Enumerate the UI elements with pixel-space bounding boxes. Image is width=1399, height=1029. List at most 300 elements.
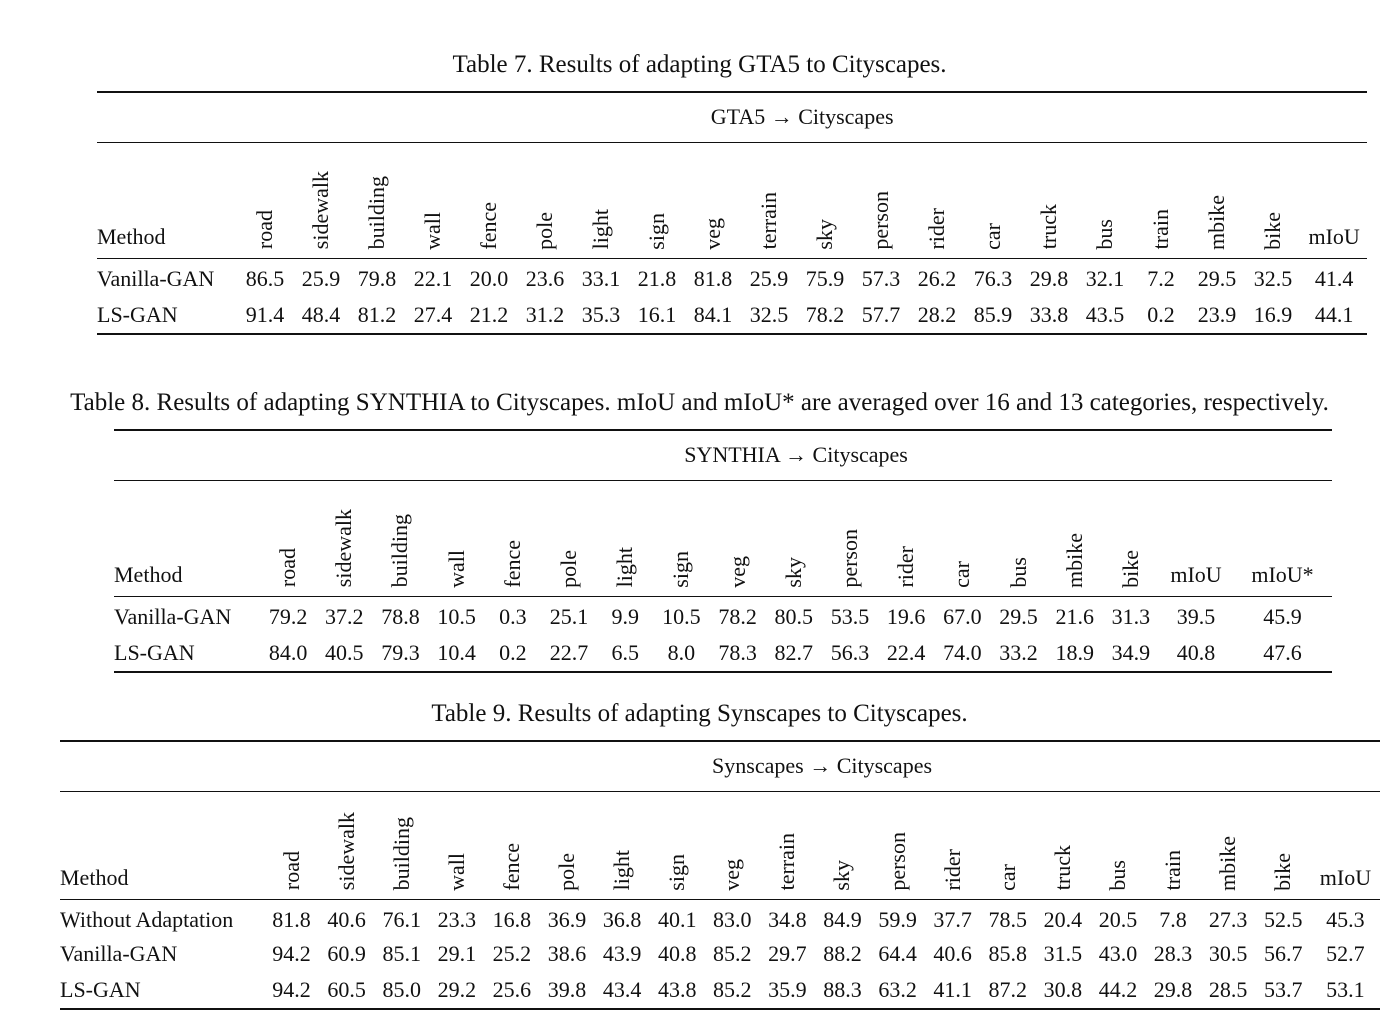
- table-cell: 32.1: [1085, 266, 1125, 292]
- column-header-wrap: [685, 218, 741, 250]
- column-header-label: bus: [1104, 859, 1130, 891]
- table-cell: 29.1: [437, 941, 477, 966]
- column-header-wrap: [1133, 209, 1189, 249]
- column-header-label: rider: [893, 545, 919, 588]
- column-header-rider: [878, 480, 934, 596]
- table-cell: 47.6: [1233, 634, 1332, 672]
- column-header-label: pole: [556, 549, 582, 588]
- table-cell: 80.5: [774, 604, 814, 630]
- table-cell: 64.4: [878, 941, 917, 966]
- table-cell: 87.2: [980, 971, 1035, 1009]
- column-header-car: [965, 142, 1021, 258]
- table-cell: 81.8: [693, 266, 733, 292]
- table-cell: 8.0: [653, 634, 709, 672]
- column-header-wrap: [237, 210, 293, 249]
- table-cell: 21.8: [637, 266, 677, 292]
- column-header-label: terrain: [774, 833, 800, 891]
- column-header-car: [934, 480, 990, 596]
- column-header-label: fence: [499, 539, 525, 588]
- table-cell: 85.0: [374, 971, 429, 1009]
- column-header-wrap: [597, 547, 653, 587]
- column-header-label: sidewalk: [333, 812, 359, 891]
- table-cell: 19.6: [886, 604, 926, 630]
- column-header-label: wall: [420, 211, 445, 250]
- column-header-label: bus: [1005, 556, 1031, 588]
- column-header-road: [264, 791, 319, 899]
- column-header-label: veg: [724, 555, 750, 588]
- table-cell: 74.0: [934, 634, 990, 672]
- column-header-veg: [710, 480, 766, 596]
- column-header-wall: [429, 480, 485, 596]
- column-header-label: building: [388, 817, 414, 891]
- column-header-label: person: [868, 190, 893, 250]
- table-cell: 33.8: [1021, 296, 1077, 334]
- column-header-label: pole: [532, 211, 557, 250]
- column-header-wrap: [980, 864, 1035, 891]
- column-header-label: person: [884, 831, 910, 891]
- table-cell: 76.1: [382, 907, 421, 933]
- table-cell: 40.5: [316, 634, 372, 672]
- table-cell: 22.1: [413, 266, 453, 292]
- column-header-wrap: [405, 212, 461, 250]
- table-cell: 6.5: [597, 634, 653, 672]
- column-header-wrap: [485, 540, 541, 588]
- table-cell: 28.5: [1201, 971, 1256, 1009]
- column-header-label: light: [612, 547, 638, 588]
- column-header-sky: [815, 791, 870, 899]
- table-cell: 25.1: [549, 604, 589, 630]
- table-cell: 45.3: [1326, 907, 1365, 933]
- table-cell: 40.6: [933, 941, 972, 966]
- column-header-light: [597, 480, 653, 596]
- column-header-wrap: [541, 550, 597, 588]
- method-name: Vanilla-GAN: [60, 941, 178, 966]
- table-cell: 30.8: [1035, 971, 1090, 1009]
- column-header-label: wall: [443, 549, 469, 588]
- column-header-wrap: [316, 509, 372, 587]
- column-header-label: sky: [812, 218, 837, 250]
- table-cell: 33.2: [990, 634, 1046, 672]
- table-cell: 60.9: [327, 941, 366, 966]
- column-header-label: light: [588, 209, 613, 250]
- column-header-label: sign: [664, 853, 690, 891]
- table-cell: 85.2: [713, 941, 752, 966]
- table-cell: 53.7: [1256, 971, 1311, 1009]
- column-header-fence: [461, 142, 517, 258]
- column-header-label: bike: [1117, 549, 1143, 588]
- table9-header-row: [60, 791, 1380, 899]
- column-header-building: [374, 791, 429, 899]
- column-header-veg: [685, 142, 741, 258]
- table-cell: 43.5: [1077, 296, 1133, 334]
- table-cell: 43.8: [650, 971, 705, 1009]
- column-header-person: [853, 142, 909, 258]
- column-header-sign: [653, 480, 709, 596]
- column-header-wrap: [853, 191, 909, 250]
- method-name: Vanilla-GAN: [114, 604, 232, 630]
- span-header: SYNTHIA → Cityscapes: [260, 430, 1332, 480]
- table-cell: 37.7: [933, 907, 972, 933]
- column-header-wrap: [374, 817, 429, 890]
- column-header-light: [573, 142, 629, 258]
- column-header-wrap: [573, 209, 629, 249]
- table-cell: 23.6: [525, 266, 565, 292]
- table-cell: 16.8: [492, 907, 532, 933]
- table-cell: 91.4: [237, 296, 293, 334]
- column-header-wrap: [1256, 853, 1311, 891]
- table-cell: 16.1: [629, 296, 685, 334]
- column-header-building: [372, 480, 428, 596]
- table-cell: 67.0: [943, 604, 982, 630]
- method-header: Method: [97, 142, 237, 258]
- table-cell: 20.0: [469, 266, 509, 292]
- column-header-wrap: [878, 546, 934, 588]
- column-header-label: truck: [1036, 204, 1061, 250]
- column-header-bike: [1245, 142, 1301, 258]
- table-cell: 27.4: [405, 296, 461, 334]
- column-header-label: rider: [939, 848, 965, 891]
- table8-caption: Table 8. Results of adapting SYNTHIA to Cityscapes. mIoU and mIoU* are averaged over 16 and 13 categories, respectively.: [70, 389, 1329, 416]
- column-header-label: bus: [1092, 218, 1117, 250]
- table7-header-row: [97, 142, 1367, 258]
- method-name: LS-GAN: [114, 634, 260, 672]
- table-cell: 29.5: [999, 604, 1038, 630]
- column-header-wrap: [934, 561, 990, 588]
- table-cell: 29.7: [768, 941, 807, 966]
- table-cell: 41.4: [1314, 266, 1354, 292]
- table8-span-row: [114, 430, 1332, 480]
- column-header-terrain: [760, 791, 815, 899]
- column-header-sign: [650, 791, 705, 899]
- table-cell: 52.7: [1326, 941, 1365, 966]
- column-header-wrap: [517, 212, 573, 250]
- table-cell: 0.3: [499, 604, 527, 630]
- column-header-label: terrain: [756, 192, 781, 250]
- table-cell: 20.4: [1043, 907, 1083, 933]
- column-header-wrap: [461, 202, 517, 250]
- table-cell: 94.2: [272, 941, 311, 966]
- table-cell: 78.8: [381, 604, 420, 630]
- column-header-wrap: [766, 557, 822, 588]
- table-cell: 79.3: [372, 634, 428, 672]
- method-name: LS-GAN: [60, 971, 264, 1009]
- column-header-wrap: [650, 854, 705, 891]
- table8: [114, 429, 1332, 673]
- table-cell: 52.5: [1263, 907, 1303, 933]
- span-header: Synscapes → Cityscapes: [264, 741, 1380, 791]
- column-header-label: veg: [719, 858, 745, 891]
- column-header-label: pole: [554, 852, 580, 891]
- column-header-label: bike: [1270, 852, 1296, 891]
- table-row: [60, 937, 1380, 971]
- table-cell: 28.2: [909, 296, 965, 334]
- column-header-label: road: [275, 548, 301, 588]
- column-header-label: wall: [443, 852, 469, 891]
- table9-span-row: [60, 741, 1380, 791]
- column-header-train: [1146, 791, 1201, 899]
- table-cell: 81.8: [272, 907, 311, 933]
- column-header-wrap: [372, 514, 428, 587]
- table-cell: 82.7: [766, 634, 822, 672]
- column-header-label: fence: [498, 842, 524, 891]
- table-cell: 59.9: [878, 907, 917, 933]
- table-cell: 85.1: [382, 941, 421, 966]
- column-header-wrap: [429, 853, 484, 891]
- column-header-road: [237, 142, 293, 258]
- column-header-sidewalk: [319, 791, 374, 899]
- table-cell: 43.9: [602, 941, 642, 966]
- column-header-label: fence: [476, 201, 501, 250]
- column-header-wrap: [925, 849, 980, 891]
- column-header-wrap: [1077, 219, 1133, 250]
- table-cell: 7.8: [1159, 907, 1187, 933]
- table-cell: 57.7: [853, 296, 909, 334]
- table-cell: 25.6: [484, 971, 539, 1009]
- column-header-label: building: [387, 514, 413, 588]
- table-cell: 53.5: [830, 604, 870, 630]
- table-cell: 20.5: [1098, 907, 1138, 933]
- column-header-miou-star: mIoU*: [1233, 480, 1332, 596]
- method-name: Vanilla-GAN: [97, 266, 215, 292]
- table-cell: 27.3: [1208, 907, 1248, 933]
- table-cell: 78.2: [797, 296, 853, 334]
- table-cell: 94.2: [264, 971, 319, 1009]
- column-header-label: person: [836, 528, 862, 588]
- column-header-rider: [909, 142, 965, 258]
- table-cell: 35.3: [573, 296, 629, 334]
- table-cell: 10.5: [437, 604, 476, 630]
- column-header-car: [980, 791, 1035, 899]
- column-header-rider: [925, 791, 980, 899]
- table-cell: 22.4: [878, 634, 934, 672]
- column-header-label: mbike: [1204, 194, 1229, 250]
- column-header-label: veg: [700, 217, 725, 250]
- column-header-bike: [1103, 480, 1159, 596]
- table-cell: 81.2: [349, 296, 405, 334]
- table-cell: 10.5: [662, 604, 701, 630]
- table-cell: 34.9: [1103, 634, 1159, 672]
- table-cell: 9.9: [611, 604, 639, 630]
- table-cell: 39.5: [1176, 604, 1216, 630]
- table-cell: 28.3: [1153, 941, 1193, 966]
- column-header-label: light: [609, 850, 635, 891]
- table9: [60, 740, 1380, 1010]
- column-header-wrap: [319, 812, 374, 890]
- table9-caption: Table 9. Results of adapting Synscapes to Cityscapes.: [431, 700, 968, 727]
- table-cell: 16.9: [1245, 296, 1301, 334]
- table-cell: 43.4: [595, 971, 650, 1009]
- table-cell: 57.3: [861, 266, 901, 292]
- method-name: LS-GAN: [97, 296, 237, 334]
- column-header-sky: [797, 142, 853, 258]
- column-header-mbike: [1201, 791, 1256, 899]
- column-header-wrap: [595, 850, 650, 890]
- table7-span-row: [97, 92, 1367, 142]
- table-cell: 31.2: [517, 296, 573, 334]
- column-header-wrap: [822, 529, 878, 588]
- method-header: Method: [114, 480, 260, 596]
- table-cell: 88.2: [823, 941, 862, 966]
- column-header-label: train: [1148, 209, 1173, 250]
- table-cell: 44.2: [1090, 971, 1145, 1009]
- column-header-wrap: [741, 192, 797, 249]
- column-header-wrap: [539, 853, 594, 891]
- column-header-bus: [1090, 791, 1145, 899]
- column-header-wrap: [1090, 860, 1145, 891]
- column-header-wrap: [870, 832, 925, 891]
- table-cell: 33.1: [581, 266, 621, 292]
- table-cell: 31.5: [1043, 941, 1083, 966]
- table-cell: 21.6: [1055, 604, 1094, 630]
- table-cell: 85.8: [988, 941, 1028, 966]
- column-header-wrap: [1021, 204, 1077, 249]
- table-cell: 86.5: [245, 266, 285, 292]
- column-header-wall: [429, 791, 484, 899]
- table-cell: 22.7: [541, 634, 597, 672]
- column-header-wall: [405, 142, 461, 258]
- column-header-wrap: [1035, 845, 1090, 890]
- table-row: [60, 971, 1380, 1009]
- table-cell: 36.9: [547, 907, 587, 933]
- blank-cell: [114, 430, 260, 480]
- table-cell: 26.2: [917, 266, 957, 292]
- table-cell: 29.5: [1197, 266, 1237, 292]
- column-header-wrap: [1103, 550, 1159, 588]
- table-cell: 29.8: [1146, 971, 1201, 1009]
- column-header-sky: [766, 480, 822, 596]
- table-cell: 48.4: [293, 296, 349, 334]
- column-header-label: sidewalk: [331, 509, 357, 588]
- table-cell: 40.6: [327, 907, 366, 933]
- column-header-mbike: [1189, 142, 1245, 258]
- column-header-truck: [1035, 791, 1090, 899]
- table-row: [60, 899, 1380, 937]
- column-header-miou: mIoU: [1311, 791, 1380, 899]
- table-cell: 29.8: [1029, 266, 1069, 292]
- table-cell: 41.1: [925, 971, 980, 1009]
- table7-caption: Table 7. Results of adapting GTA5 to Cityscapes.: [452, 51, 947, 78]
- blank-cell: [97, 92, 237, 142]
- blank-cell: [60, 741, 264, 791]
- column-header-wrap: [1201, 836, 1256, 891]
- column-header-person: [870, 791, 925, 899]
- table-cell: 40.8: [657, 941, 697, 966]
- column-header-wrap: [293, 171, 349, 249]
- table-cell: 21.2: [461, 296, 517, 334]
- table7: [97, 91, 1367, 335]
- column-header-wrap: [815, 860, 870, 891]
- column-header-bus: [1077, 142, 1133, 258]
- column-header-wrap: [349, 176, 405, 249]
- column-header-wrap: [760, 833, 815, 890]
- column-header-wrap: [1047, 533, 1103, 588]
- method-name: Without Adaptation: [60, 907, 234, 933]
- column-header-label: car: [949, 560, 975, 588]
- column-header-wrap: [1146, 850, 1201, 890]
- table-cell: 25.9: [749, 266, 789, 292]
- column-header-bike: [1256, 791, 1311, 899]
- table-cell: 25.9: [301, 266, 341, 292]
- column-header-wrap: [1189, 195, 1245, 250]
- table-cell: 44.1: [1301, 296, 1367, 334]
- table-cell: 0.2: [1133, 296, 1189, 334]
- column-header-pole: [539, 791, 594, 899]
- column-header-sidewalk: [293, 142, 349, 258]
- table-cell: 23.9: [1189, 296, 1245, 334]
- column-header-fence: [485, 480, 541, 596]
- table-cell: 30.5: [1208, 941, 1248, 966]
- column-header-wrap: [990, 557, 1046, 588]
- table-cell: 45.9: [1263, 604, 1302, 630]
- method-header: Method: [60, 791, 264, 899]
- table-cell: 32.5: [1253, 266, 1293, 292]
- column-header-wrap: [653, 551, 709, 588]
- column-header-bus: [990, 480, 1046, 596]
- table-cell: 53.1: [1311, 971, 1380, 1009]
- column-header-sidewalk: [316, 480, 372, 596]
- column-header-wrap: [260, 548, 316, 587]
- table-cell: 84.1: [685, 296, 741, 334]
- column-header-train: [1133, 142, 1189, 258]
- column-header-label: mbike: [1061, 532, 1087, 588]
- column-header-pole: [517, 142, 573, 258]
- column-header-label: car: [980, 222, 1005, 250]
- column-header-label: building: [364, 176, 389, 250]
- column-header-wrap: [484, 843, 539, 891]
- table-cell: 56.3: [822, 634, 878, 672]
- table-cell: 78.3: [710, 634, 766, 672]
- column-header-wrap: [1245, 212, 1301, 250]
- column-header-label: sign: [644, 212, 669, 250]
- table-cell: 75.9: [805, 266, 845, 292]
- table-cell: 38.6: [547, 941, 587, 966]
- table-cell: 23.3: [437, 907, 477, 933]
- table-cell: 84.0: [260, 634, 316, 672]
- column-header-label: sign: [668, 550, 694, 588]
- table-row: [114, 596, 1332, 634]
- table-cell: 79.2: [268, 604, 308, 630]
- column-header-label: road: [278, 851, 304, 891]
- table-cell: 0.2: [485, 634, 541, 672]
- column-header-label: truck: [1049, 845, 1075, 891]
- table-cell: 43.0: [1098, 941, 1138, 966]
- column-header-label: car: [994, 863, 1020, 891]
- table-cell: 79.8: [357, 266, 397, 292]
- column-header-mbike: [1047, 480, 1103, 596]
- column-header-wrap: [429, 550, 485, 588]
- table-cell: 85.2: [705, 971, 760, 1009]
- column-header-wrap: [909, 208, 965, 250]
- column-header-fence: [484, 791, 539, 899]
- column-header-road: [260, 480, 316, 596]
- table-row: [97, 258, 1367, 296]
- table-cell: 88.3: [815, 971, 870, 1009]
- column-header-wrap: [710, 556, 766, 588]
- column-header-pole: [541, 480, 597, 596]
- table-cell: 18.9: [1047, 634, 1103, 672]
- table-row: [114, 634, 1332, 672]
- table-cell: 40.1: [657, 907, 697, 933]
- table-cell: 63.2: [870, 971, 925, 1009]
- table-cell: 32.5: [741, 296, 797, 334]
- column-header-wrap: [264, 851, 319, 890]
- table-cell: 37.2: [325, 604, 364, 630]
- column-header-sign: [629, 142, 685, 258]
- column-header-terrain: [741, 142, 797, 258]
- table-cell: 7.2: [1147, 266, 1175, 292]
- span-header: GTA5 → Cityscapes: [237, 92, 1367, 142]
- table-cell: 10.4: [429, 634, 485, 672]
